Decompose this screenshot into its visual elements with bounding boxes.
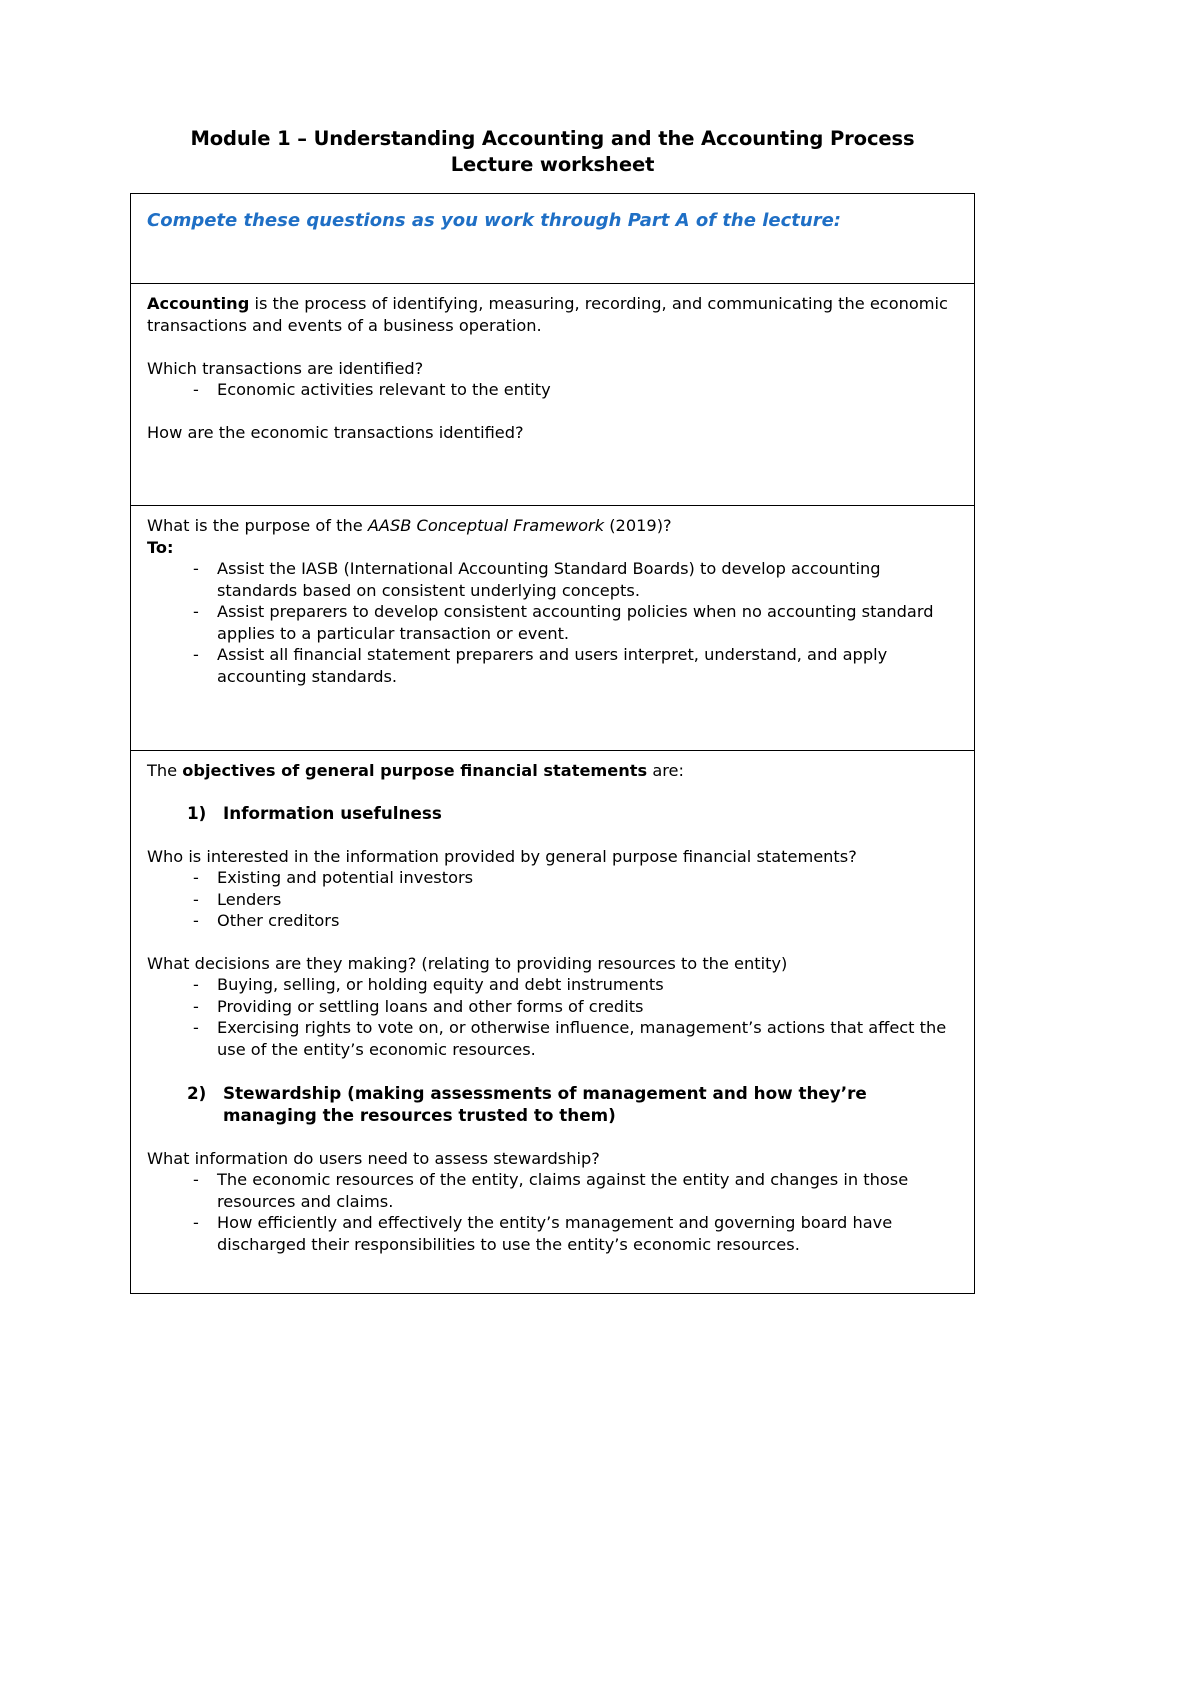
objectives-question-3-bullets <box>147 1169 960 1255</box>
list-item <box>147 644 960 687</box>
table-row-objectives <box>131 750 975 1294</box>
list-item <box>147 558 960 601</box>
accounting-question-2: How are the economic transactions identified? <box>147 422 524 442</box>
objectives-lead-bold: objectives of general purpose financial statements <box>182 760 648 780</box>
page-title <box>130 126 975 177</box>
dash-bullet-icon: - <box>193 602 199 622</box>
framework-question-pre: What is the purpose of the <box>147 516 368 536</box>
objectives-cell <box>131 750 975 1294</box>
objectives-question-2-bullets <box>147 974 960 1060</box>
list-item-label: Lenders <box>217 889 282 909</box>
list-item-label: Stewardship (making assessments of management and how they’re managing the resources trusted to them) <box>223 1082 867 1126</box>
list-item <box>147 867 960 889</box>
spacer <box>147 1127 960 1148</box>
intro-text: Compete these questions as you work through Part A of the lecture: <box>147 210 841 232</box>
list-item <box>147 379 960 401</box>
list-item-label: Existing and potential investors <box>217 868 474 888</box>
dash-bullet-icon: - <box>193 380 199 400</box>
objective-item-2 <box>147 1082 960 1127</box>
list-item <box>147 1169 960 1212</box>
answer-space[interactable] <box>147 688 960 740</box>
framework-title: AASB Conceptual Framework <box>367 516 605 536</box>
dash-bullet-icon: - <box>193 1018 199 1038</box>
framework-question-post: (2019)? <box>604 516 672 536</box>
dash-bullet-icon: - <box>193 559 199 579</box>
accounting-term: Accounting <box>147 294 250 314</box>
list-item-label: Assist preparers to develop consistent accounting policies when no accounting standard applies to a particular transaction or event. <box>217 602 934 643</box>
list-item <box>147 974 960 996</box>
list-item <box>147 910 960 932</box>
dash-bullet-icon: - <box>193 911 199 931</box>
spacer <box>147 781 960 802</box>
dash-bullet-icon: - <box>193 1213 199 1233</box>
list-item-label: Exercising rights to vote on, or otherwise influence, management’s actions that affect the use of the entity’s economic resources. <box>217 1018 947 1059</box>
list-item-label: Assist all financial statement preparers and users interpret, understand, and apply accounting standards. <box>217 645 888 687</box>
accounting-question-1-bullets <box>147 379 960 401</box>
objectives-question-1: Who is interested in the information provided by general purpose financial statements? <box>147 846 857 866</box>
list-item-label: The economic resources of the entity, claims against the entity and changes in those resources and claims. <box>217 1170 909 1211</box>
accounting-question-1: Which transactions are identified? <box>147 358 424 378</box>
objectives-question-3: What information do users need to assess stewardship? <box>147 1148 600 1168</box>
list-item <box>147 889 960 911</box>
spacer <box>147 825 960 846</box>
list-item-label: How efficiently and effectively the entity’s management and governing board have discharged their responsibilities to use the entity’s economic resources. <box>217 1213 893 1254</box>
dash-bullet-icon: - <box>193 868 199 888</box>
table-row-accounting <box>131 284 975 506</box>
list-item-label: Other creditors <box>217 911 340 931</box>
list-item-label: Information usefulness <box>223 803 442 824</box>
list-item <box>147 1017 960 1060</box>
objectives-question-2: What decisions are they making? (relating to providing resources to the entity) <box>147 953 788 973</box>
list-item <box>147 601 960 644</box>
list-item <box>147 1212 960 1255</box>
accounting-definition-rest: is the process of identifying, measuring, recording, and communicating the economic transactions and events of a business operation. <box>147 294 948 336</box>
table-row-framework <box>131 506 975 750</box>
dash-bullet-icon: - <box>193 1170 199 1190</box>
objective-item-1 <box>147 802 960 825</box>
dash-bullet-icon: - <box>193 975 199 995</box>
document-body <box>130 126 975 1294</box>
spacer <box>147 401 960 422</box>
intro-cell <box>131 194 975 284</box>
framework-cell <box>131 506 975 750</box>
framework-to-label: To: <box>147 537 174 557</box>
list-item <box>147 1082 960 1127</box>
accounting-definition <box>147 293 960 336</box>
objective-2-number: 2) <box>187 1082 207 1103</box>
objectives-lead-pre: The <box>147 760 183 780</box>
list-item-label: Economic activities relevant to the entity <box>217 380 551 400</box>
list-item-label: Providing or settling loans and other forms of credits <box>217 996 644 1016</box>
objectives-question-1-bullets <box>147 867 960 932</box>
spacer <box>147 337 960 358</box>
list-item-label: Assist the IASB (International Accounting Standard Boards) to develop accounting standards based on consistent underlying concepts. <box>217 559 881 600</box>
page-title-line-2: Lecture worksheet <box>450 152 655 176</box>
list-item <box>147 996 960 1018</box>
spacer <box>147 932 960 953</box>
framework-question <box>147 515 960 537</box>
dash-bullet-icon: - <box>193 889 199 909</box>
dash-bullet-icon: - <box>193 996 199 1016</box>
answer-space[interactable] <box>147 443 960 495</box>
accounting-cell <box>131 284 975 506</box>
page-title-line-1: Module 1 – Understanding Accounting and the Accounting Process <box>190 127 915 150</box>
objective-1-number: 1) <box>187 803 207 824</box>
table-row-intro <box>131 194 975 284</box>
framework-bullets <box>147 558 960 687</box>
dash-bullet-icon: - <box>193 645 199 665</box>
worksheet-table <box>130 193 975 1294</box>
list-item <box>147 802 960 825</box>
objectives-lead <box>147 760 960 782</box>
objectives-lead-post: are: <box>647 760 684 780</box>
list-item-label: Buying, selling, or holding equity and debt instruments <box>217 975 664 995</box>
answer-space[interactable] <box>147 1255 960 1283</box>
spacer <box>147 1061 960 1082</box>
